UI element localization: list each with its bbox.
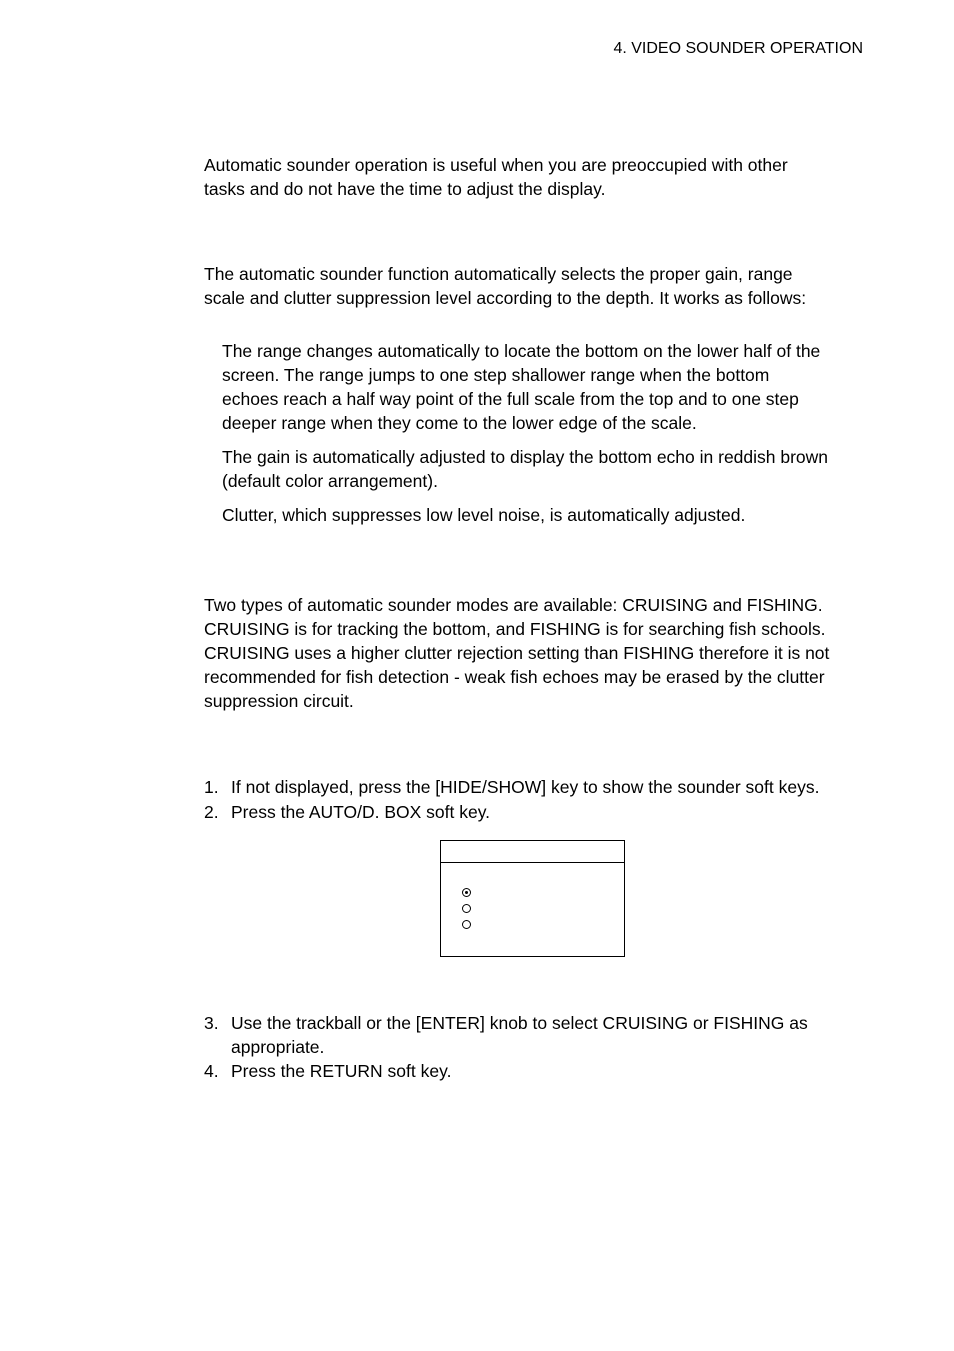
step-text: Press the AUTO/D. BOX soft key. — [231, 802, 491, 822]
radio-unselected-icon[interactable] — [462, 920, 471, 929]
text-line: CRUISING is for tracking the bottom, and FISHING is for searching fish schools. — [204, 619, 826, 639]
dialog-title-bar — [441, 841, 624, 863]
range-item — [222, 339, 869, 435]
gain-item — [222, 445, 869, 493]
step-number: 1. — [204, 777, 219, 797]
radio-unselected-icon[interactable] — [462, 904, 471, 913]
text-line: recommended for fish detection - weak fish echoes may be erased by the clutter — [204, 667, 825, 687]
text-line: CRUISING uses a higher clutter rejection setting than FISHING therefore it is not — [204, 643, 830, 663]
text-line: (default color arrangement). — [222, 471, 438, 491]
auto-mode-dialog — [440, 840, 625, 957]
intro-paragraph — [204, 153, 869, 201]
text-line: screen. The range jumps to one step shallower range when the bottom — [222, 365, 770, 385]
text-line: suppression circuit. — [204, 691, 354, 711]
mode-option[interactable] — [462, 887, 602, 901]
modes-paragraph — [204, 593, 869, 713]
text-line: echoes reach a half way point of the full scale from the top and to one step — [222, 389, 799, 409]
text-line: Automatic sounder operation is useful when you are preoccupied with other — [204, 155, 788, 175]
step-text: appropriate. — [231, 1037, 325, 1057]
text-line: Clutter, which suppresses low level noise, is automatically adjusted. — [222, 505, 746, 525]
step-text: Press the RETURN soft key. — [231, 1061, 452, 1081]
step-text: Use the trackball or the [ENTER] knob to select CRUISING or FISHING as — [231, 1013, 808, 1033]
step-number: 3. — [204, 1013, 219, 1033]
text-line: The automatic sounder function automatically selects the proper gain, range — [204, 264, 793, 284]
radio-selected-icon[interactable] — [462, 888, 471, 897]
running-header: 4. VIDEO SOUNDER OPERATION — [613, 40, 863, 57]
step-number: 2. — [204, 802, 219, 822]
step-number: 4. — [204, 1061, 219, 1081]
text-line: The gain is automatically adjusted to display the bottom echo in reddish brown — [222, 447, 829, 467]
text-line: The range changes automatically to locate the bottom on the lower half of the — [222, 341, 821, 361]
step-text: If not displayed, press the [HIDE/SHOW] key to show the sounder soft keys. — [231, 777, 820, 797]
text-line: scale and clutter suppression level according to the depth. It works as follows: — [204, 288, 807, 308]
text-line: Two types of automatic sounder modes are available: CRUISING and FISHING. — [204, 595, 823, 615]
mode-option[interactable] — [462, 903, 602, 917]
function-paragraph — [204, 262, 869, 310]
mode-option[interactable] — [462, 919, 602, 933]
clutter-item — [222, 503, 869, 527]
text-line: deeper range when they come to the lower edge of the scale. — [222, 413, 697, 433]
text-line: tasks and do not have the time to adjust the display. — [204, 179, 606, 199]
